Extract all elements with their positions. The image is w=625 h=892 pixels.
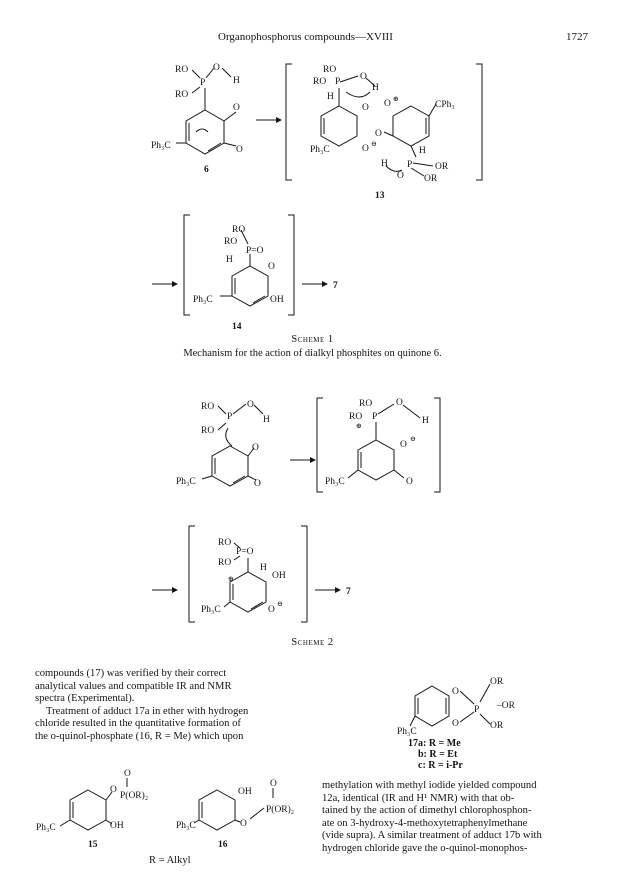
svg-text:OH: OH: [270, 295, 284, 305]
svg-text:⊕: ⊕: [228, 575, 234, 583]
scheme1-label: Scheme 1: [291, 334, 334, 345]
svg-text:O: O: [268, 605, 275, 615]
svg-text:O: O: [233, 103, 240, 113]
svg-text:O: O: [124, 769, 131, 779]
svg-text:RO: RO: [175, 65, 189, 75]
svg-text:O: O: [452, 687, 459, 697]
text-line: methylation with methyl iodide yielded compound: [322, 780, 537, 791]
svg-text:P=O: P=O: [246, 246, 264, 256]
structure-s2-product: [201, 538, 286, 615]
svg-text:O: O: [110, 785, 117, 795]
svg-text:Ph₃C: Ph₃C: [151, 141, 171, 151]
svg-text:OR: OR: [490, 677, 504, 687]
svg-text:O: O: [362, 144, 369, 154]
svg-text:Ph₃C: Ph₃C: [193, 295, 213, 305]
text-line: compounds (17) was verified by their correct: [35, 668, 227, 679]
svg-text:RO: RO: [218, 538, 232, 548]
svg-text:⊖: ⊖: [410, 435, 416, 443]
svg-text:O: O: [240, 819, 247, 829]
body-text-right: [322, 780, 590, 856]
page-number: 1727: [566, 31, 588, 43]
svg-text:P: P: [227, 412, 233, 422]
structure-16: [176, 779, 294, 850]
compound-17-labels: [408, 738, 463, 771]
text-line: (vide supra). A similar treatment of adduct 17b with: [322, 830, 542, 842]
svg-text:O: O: [396, 398, 403, 408]
svg-text:Ph₃C: Ph₃C: [201, 605, 221, 615]
svg-text:H: H: [381, 159, 388, 169]
svg-text:O: O: [384, 99, 391, 109]
text-line: Treatment of adduct 17a in ether with hydrogen: [46, 705, 249, 717]
running-title: Organophosphorus compounds—XVIII: [218, 31, 393, 43]
svg-text:O: O: [406, 477, 413, 487]
svg-text:P: P: [474, 705, 480, 715]
compound-14-label: 14: [232, 322, 242, 332]
svg-text:O: O: [236, 145, 243, 155]
structure-s2-intermediate: [325, 398, 429, 487]
svg-text:P: P: [200, 78, 206, 88]
svg-text:O: O: [375, 129, 382, 139]
svg-text:OR: OR: [490, 721, 504, 731]
svg-text:H: H: [372, 83, 379, 93]
svg-text:O: O: [397, 171, 404, 181]
svg-text:OH: OH: [272, 571, 286, 581]
svg-text:RO: RO: [201, 426, 215, 436]
svg-text:O: O: [247, 400, 254, 410]
svg-text:P(OR)₂: P(OR)₂: [120, 791, 149, 801]
svg-text:O: O: [252, 443, 259, 453]
text-line: the o-quinol-phosphate (16, R = Me) which upon: [35, 730, 244, 742]
svg-text:RO: RO: [218, 558, 232, 568]
svg-text:O: O: [270, 779, 277, 789]
svg-text:–OR: –OR: [497, 701, 515, 711]
svg-text:H: H: [419, 146, 426, 156]
svg-text:O: O: [360, 72, 367, 82]
svg-text:RO: RO: [224, 237, 238, 247]
svg-text:P=O: P=O: [236, 547, 254, 557]
structure-15: [36, 769, 148, 850]
svg-text:OR: OR: [435, 162, 449, 172]
svg-text:P: P: [407, 160, 413, 170]
text-line: hydrogen chloride gave the o-quinol-monophos-: [322, 842, 528, 854]
svg-text:O: O: [254, 479, 261, 489]
svg-text:H: H: [263, 415, 270, 425]
svg-text:OH: OH: [238, 787, 252, 797]
svg-text:RO: RO: [313, 77, 327, 87]
body-text-left: [35, 668, 297, 744]
svg-text:O: O: [268, 262, 275, 272]
compound-17c-label: c: R = i-Pr: [418, 760, 463, 771]
structure-17: [397, 677, 516, 737]
svg-text:RO: RO: [349, 412, 363, 422]
svg-text:P: P: [372, 412, 378, 422]
text-line: chloride resulted in the quantitative formation of: [35, 718, 241, 730]
compound-16-label: 16: [218, 840, 228, 850]
svg-text:⊕: ⊕: [356, 422, 362, 430]
compound-17a-label: 17a: R = Me: [408, 738, 461, 749]
text-line: spectra (Experimental).: [35, 693, 135, 705]
text-line: analytical values and compatible IR and NMR: [35, 680, 232, 692]
structure-14: [193, 225, 284, 306]
svg-text:Ph₃C: Ph₃C: [310, 145, 330, 155]
structure-6: [151, 63, 243, 175]
svg-text:RO: RO: [323, 65, 337, 75]
scheme2-label: Scheme 2: [291, 637, 334, 648]
text-line: 12a, identical (IR and H¹ NMR) with that ob-: [322, 792, 515, 804]
text-line: ate on 3-hydroxy-4-methoxytetraphenylmethane: [322, 817, 528, 829]
compound-7-label-s1: 7: [333, 281, 338, 291]
svg-text:H: H: [233, 76, 240, 86]
svg-text:P(OR)₂: P(OR)₂: [266, 805, 295, 815]
svg-text:Ph₃C: Ph₃C: [325, 477, 345, 487]
compound-7-label-s2: 7: [346, 587, 351, 597]
svg-text:CPh₃: CPh₃: [435, 100, 455, 110]
svg-text:RO: RO: [201, 402, 215, 412]
svg-text:P: P: [335, 77, 341, 87]
svg-text:H: H: [327, 92, 334, 102]
svg-text:O: O: [400, 440, 407, 450]
svg-text:Ph₃C: Ph₃C: [397, 727, 417, 737]
svg-text:O: O: [452, 719, 459, 729]
svg-text:⊖: ⊖: [371, 140, 377, 148]
structure-13: [310, 65, 455, 201]
structure-s2-reactant: [176, 400, 270, 489]
svg-text:RO: RO: [232, 225, 246, 235]
svg-text:RO: RO: [175, 90, 189, 100]
compound-6-label: 6: [204, 165, 209, 175]
svg-text:Ph₃C: Ph₃C: [176, 477, 196, 487]
svg-text:H: H: [422, 416, 429, 426]
svg-text:⊖: ⊖: [277, 600, 283, 608]
scheme1-caption: Mechanism for the action of dialkyl phosphites on quinone 6.: [183, 348, 442, 359]
r-alkyl-label: R = Alkyl: [149, 855, 191, 866]
svg-text:Ph₃C: Ph₃C: [36, 823, 56, 833]
svg-text:O: O: [213, 63, 220, 73]
compound-15-label: 15: [88, 840, 98, 850]
text-line: tained by the action of dimethyl chlorophosphon-: [322, 805, 532, 817]
svg-text:OR: OR: [424, 174, 438, 184]
svg-text:Ph₃C: Ph₃C: [176, 821, 196, 831]
svg-text:RO: RO: [359, 399, 373, 409]
svg-text:H: H: [260, 563, 267, 573]
svg-text:H: H: [226, 255, 233, 265]
compound-17b-label: b: R = Et: [418, 749, 458, 760]
svg-text:O: O: [362, 103, 369, 113]
svg-text:OH: OH: [110, 821, 124, 831]
compound-13-label: 13: [375, 191, 385, 201]
svg-text:⊕: ⊕: [393, 95, 399, 103]
